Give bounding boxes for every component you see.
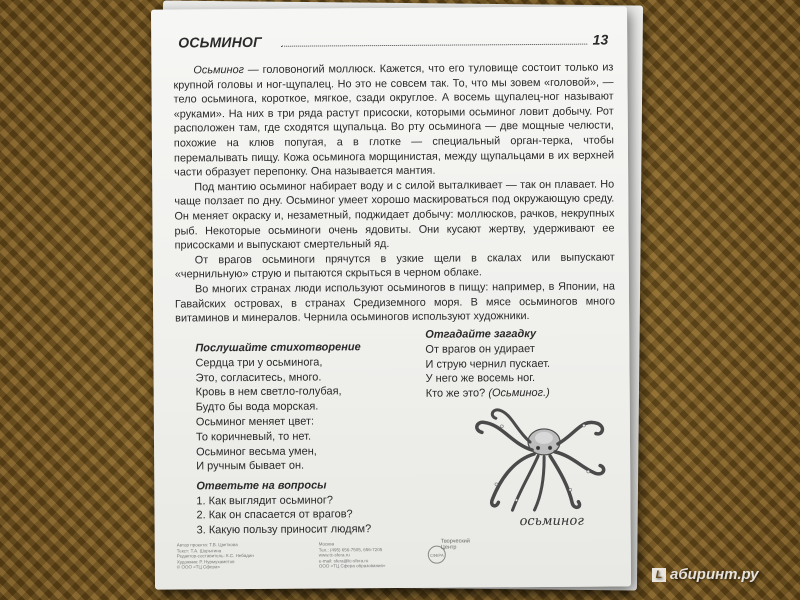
publisher-logo-text: Творческий Центр (440, 538, 470, 551)
poem-line: Осьминог меняет цвет: (195, 415, 315, 429)
question-item: 2. Как он спасается от врагов? (196, 508, 353, 522)
questions-title: Ответьте на вопросы (196, 479, 327, 493)
poem-line: Будто бы вода морская. (195, 400, 319, 414)
article-body (173, 60, 615, 326)
paragraph: Во многих странах люди используют осьминогов в пищу: например, в Японии, на Гавайских островах, в странах Средиземного моря. В мясе осьминогов много витаминов и минералов. Чернила осьминогов используют художники. (174, 280, 616, 325)
card-header (178, 31, 608, 56)
poem-line: Это, согласитесь, много. (195, 371, 322, 384)
poem-line: Сердца три у осьминога, (195, 356, 323, 370)
question-item: 1. Как выглядит осьминог? (196, 494, 334, 507)
poem-block (195, 340, 416, 475)
octopus-drawing-icon (472, 403, 613, 514)
paragraph: Под мантию осьминог набирает воду и с силой выталкивает — так он плавает. Но чаще ползает по дну. Осьминог умеет хорошо маскироваться под окружающую среду. Он меняет окраску и, незаметный, поджидает добычу: моллюсков, рачков, некрупных рыб. Некоторые осьминоги очень ядовиты. Они кусают жертву, удерживают ее присосками и выпускают смертельный яд. (174, 178, 615, 252)
poem-line: Осьминог весьма умен, (196, 445, 317, 458)
octopus-card (151, 6, 631, 589)
riddle-answer: (Осьминог.) (488, 387, 550, 400)
imprint-contacts: Москва Тел.: (495) 656-7505, 656-7205 www.tc-sfera.ru e-mail: sfera@tc-sfera.ru ООО «ТЦ Сфера образования» (318, 541, 386, 569)
poem-line: Кровь в нем светло-голубая, (195, 385, 342, 399)
riddle-line: И струю чернил пускает. (425, 357, 551, 371)
paragraph: От врагов осьминоги прячутся в узкие щели в скалах или выпускают «чернильную» струю и пытаются скрыться в черном облаке. (174, 251, 615, 281)
question-item: 3. Какую пользу приносит людям? (196, 522, 372, 537)
riddle-line: У него же восемь ног. (425, 372, 536, 386)
card-title: ОСЬМИНОГ (178, 33, 262, 51)
poem-line: И ручным бывает он. (196, 459, 305, 473)
paragraph: Осьминог — головоногий моллюск. Кажется, что его туловище состоит только из крупной головы и ног-щупалец. Но это не совсем так. То, что мы зовем «головой», — тело осьминога, короткое, мягкое, сзади округлое. А восемь щупалец-ног называют «руками». На них в три ряда растут присоски, которыми осьминог ловит добычу. Рот расположен там, где сходятся щупальца. Во рту осьминога — две мощные челюсти, похожие на клюв попугая, а в глотке — специальный орган-терка, чтобы перемалывать пищу. Кожа осьминога морщинистая, между щупальцами в их верхней части образует перепонку. Она называется мантия. (173, 61, 615, 179)
riddle-line: От врагов он удирает (425, 342, 535, 356)
svg-text:СФЕРА: СФЕРА (429, 552, 444, 558)
dotted-rule (281, 44, 587, 47)
imprint-footer (177, 539, 617, 578)
riddle-line: Кто же это? (Осьминог.) (425, 387, 550, 400)
riddle-title: Отгадайте загадку (425, 327, 537, 341)
illustration-caption: осьминог (519, 513, 584, 530)
labirint-logo-icon: L (652, 568, 666, 582)
poem-title: Послушайте стихотворение (195, 341, 361, 355)
page-number: 13 (592, 31, 609, 48)
imprint-credits: Автор проекта: Т.В. Цветкова Текст: Т.А. Шорыгина Редактор-составитель: К.С. Небадин Художник: Р. Нурмухаметов © ООО «ТЦ Сфера» (176, 542, 254, 570)
riddle-block (425, 326, 626, 401)
questions-block (196, 478, 436, 538)
labirint-watermark: L абиринт.ру (652, 566, 759, 583)
poem-line: То коричневый, то нет. (195, 430, 312, 444)
